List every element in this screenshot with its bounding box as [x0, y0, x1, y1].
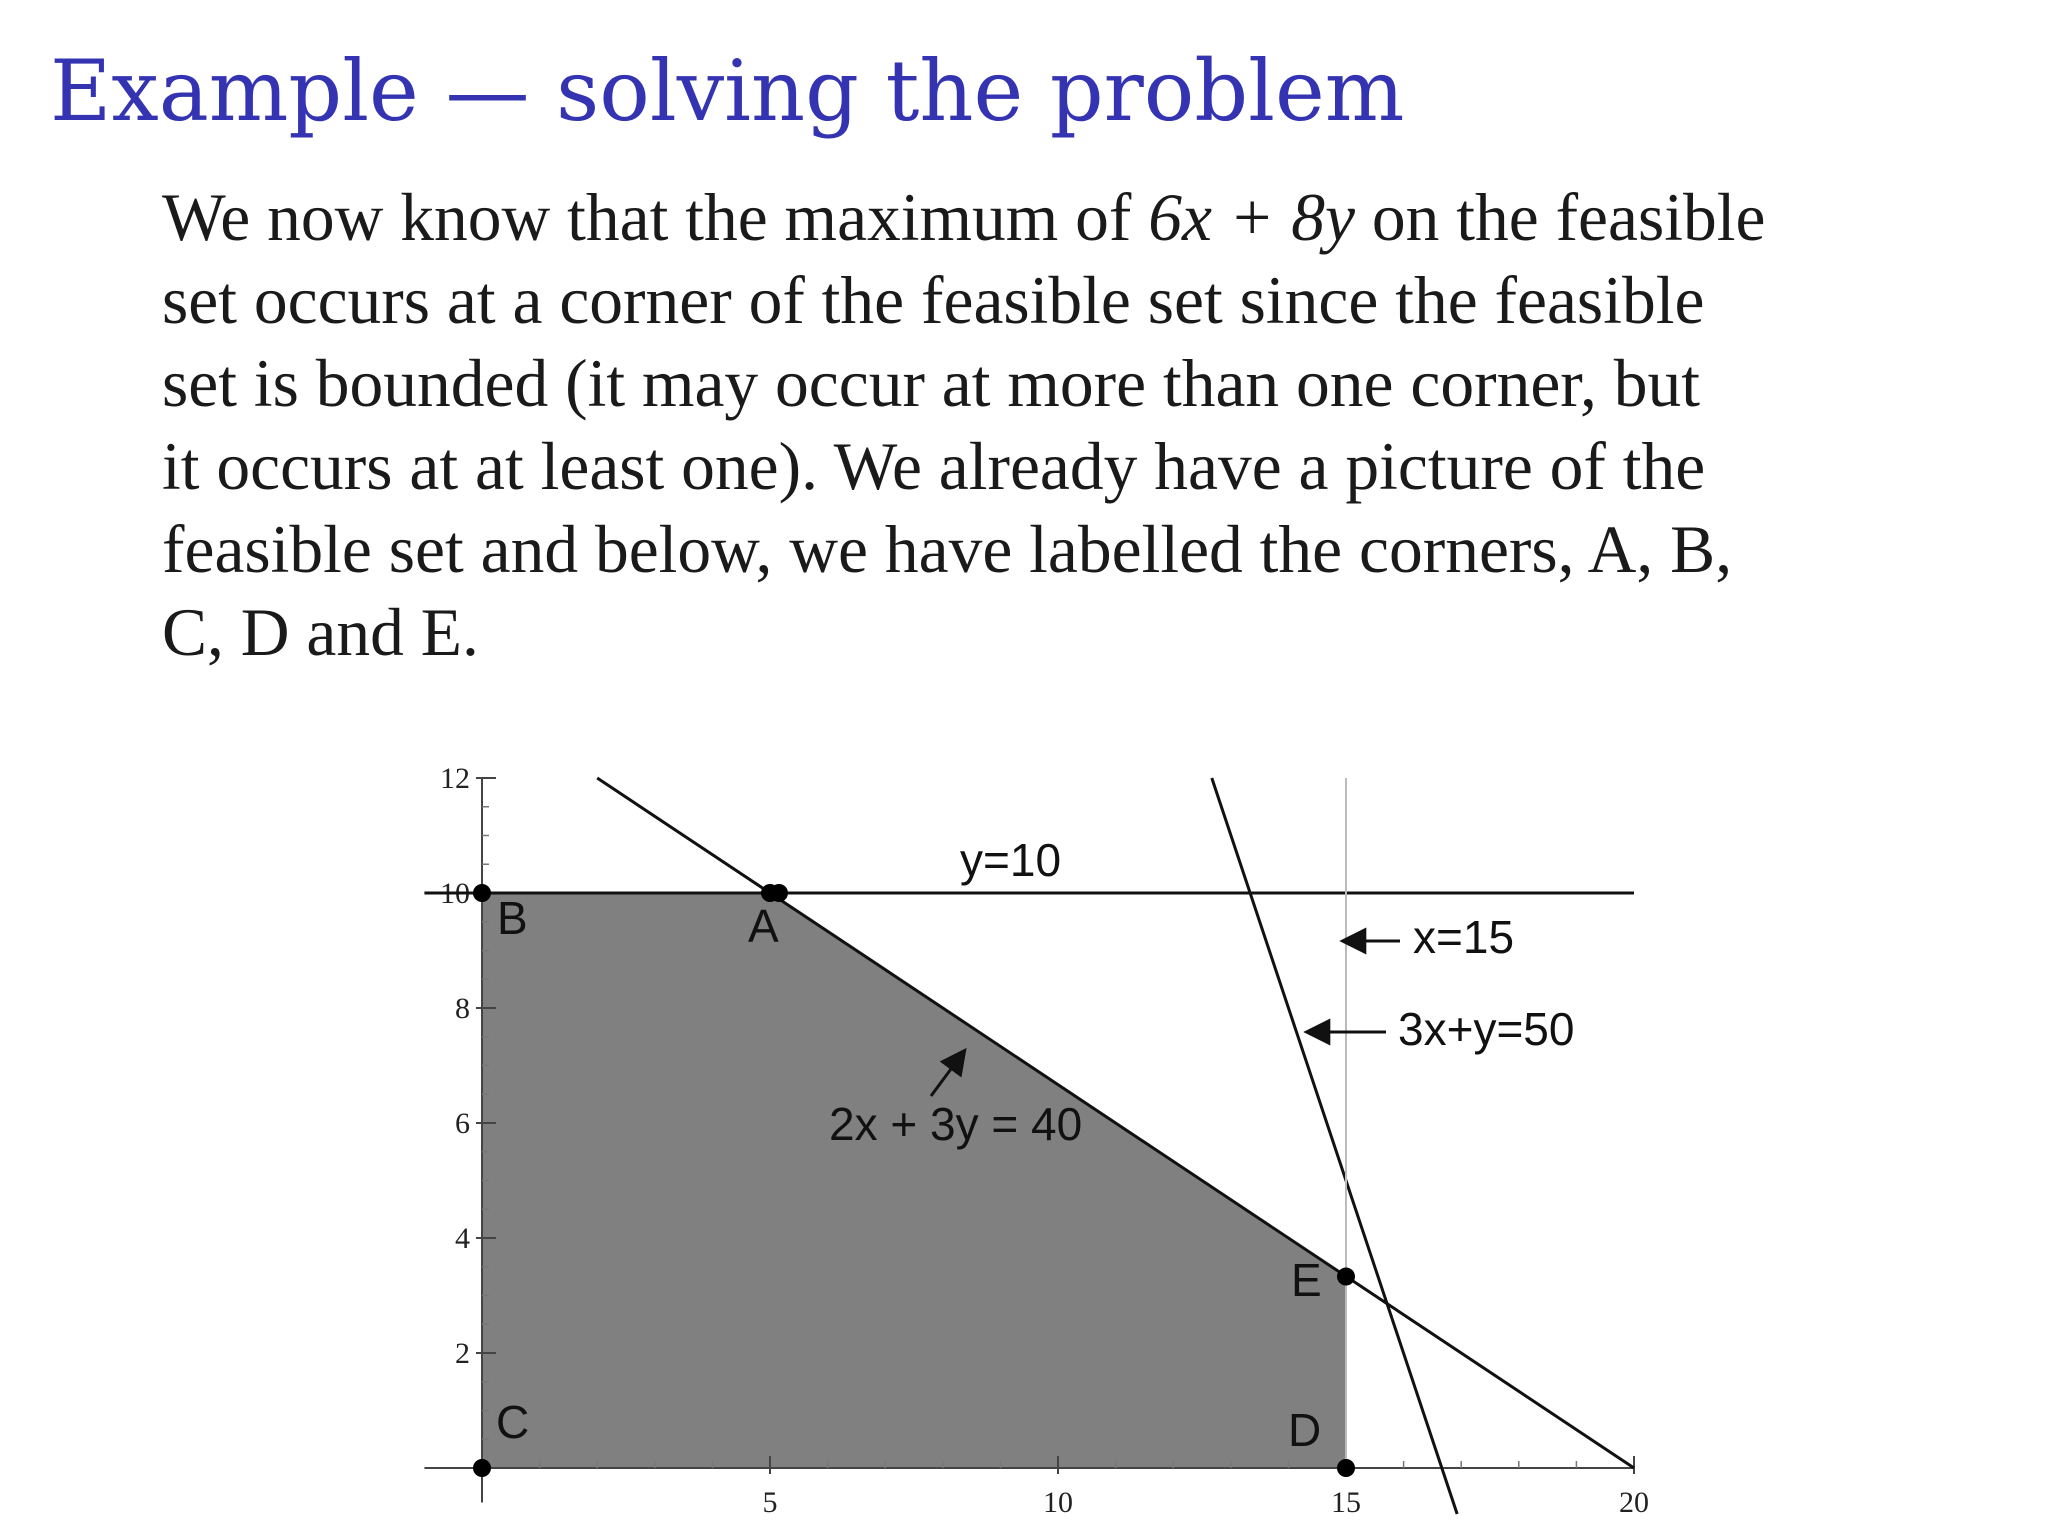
line-label-y10: y=10 — [960, 834, 1062, 886]
x-tick-label: 15 — [1331, 1486, 1361, 1519]
y-tick-label: 10 — [440, 877, 470, 910]
y-tick-label: 12 — [440, 762, 470, 795]
paragraph-line-5: feasible set and below, we have labelled the corners, A, B, — [162, 512, 1733, 587]
corner-point-d — [1337, 1459, 1355, 1477]
corner-label-d: D — [1288, 1404, 1322, 1456]
y-tick-label: 4 — [455, 1222, 470, 1255]
paragraph-line-4: it occurs at at least one). We already have a picture of the — [162, 429, 1706, 504]
line1-pre: We now know that the maximum of — [162, 180, 1149, 255]
paragraph-line-3: set is bounded (it may occur at more than one corner, but — [162, 346, 1701, 421]
corner-label-e: E — [1291, 1254, 1322, 1306]
feasible-region — [482, 893, 1346, 1468]
x-tick-label: 10 — [1043, 1486, 1073, 1519]
x-tick-label: 20 — [1619, 1486, 1649, 1519]
feasible-region-layer — [482, 893, 1346, 1468]
corner-point-b — [473, 884, 491, 902]
y-tick-label: 6 — [455, 1107, 470, 1140]
paragraph-line-2: set occurs at a corner of the feasible set since the feasible — [162, 263, 1705, 338]
line-label-2x3y40: 2x + 3y = 40 — [829, 1098, 1083, 1150]
corner-label-c: C — [496, 1396, 530, 1448]
line-label-3xy50: 3x+y=50 — [1398, 1003, 1575, 1055]
objective-expression: 6x + 8y — [1148, 180, 1355, 255]
corner-point-c — [473, 1459, 491, 1477]
x-tick-label: 5 — [762, 1486, 778, 1519]
y-tick-label: 8 — [455, 992, 470, 1025]
line1-post: on the feasible — [1354, 180, 1766, 255]
paragraph-line-6: C, D and E. — [162, 595, 479, 670]
line-label-x15: x=15 — [1413, 911, 1515, 963]
y-tick-label: 2 — [455, 1337, 470, 1370]
corner-point-e — [1337, 1268, 1355, 1286]
corner-label-b: B — [497, 892, 528, 944]
slide-title: Example — solving the problem — [50, 42, 1405, 140]
corner-label-a: A — [748, 900, 779, 952]
